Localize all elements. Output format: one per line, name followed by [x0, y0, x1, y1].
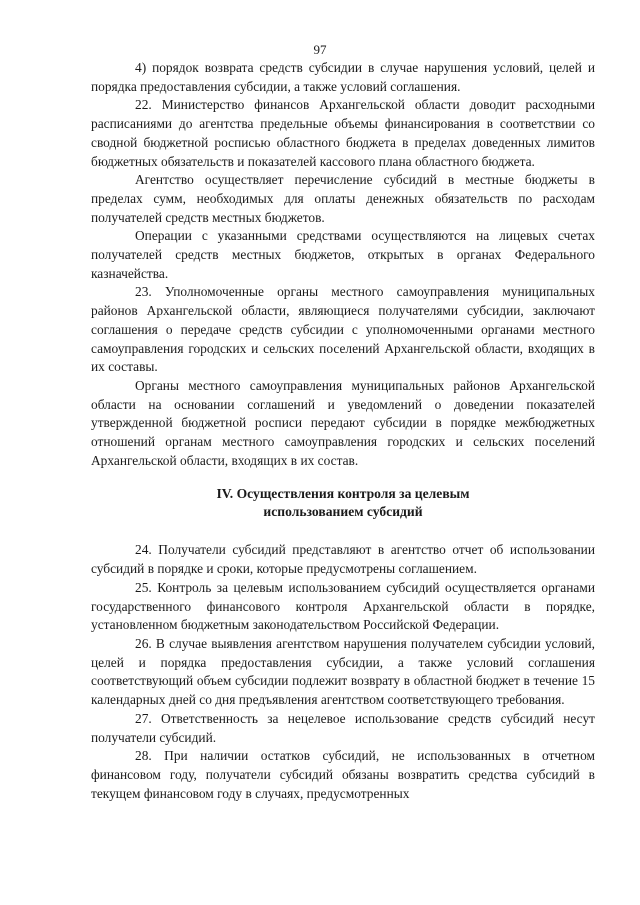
- paragraph-operations: Операции с указанными средствами осуществляются на лицевых счетах получателей средств местных бюджетов, открытых в органах Федерального казначейства.: [91, 228, 595, 281]
- page-number: 97: [313, 42, 327, 57]
- paragraph-28: 28. При наличии остатков субсидий, не использованных в отчетном финансовом году, получатели субсидий обязаны возвратить средства субсидий в текущем финансовом году в случаях, предусмотренных: [91, 748, 595, 801]
- paragraph-23: 23. Уполномоченные органы местного самоуправления муниципальных районов Архангельской области, являющиеся получателями субсидии, заключают соглашения о передаче средств субсидии с уполномоченными органами местного самоуправления городских и сельских поселений Архангельской области, входящих в их составы.: [91, 284, 595, 375]
- paragraph-27: 27. Ответственность за нецелевое использование средств субсидий несут получатели субсидий.: [91, 710, 595, 745]
- paragraph-agency-transfer: Агентство осуществляет перечисление субсидий в местные бюджеты в пределах сумм, необходимых для оплаты денежных обязательств по расходам получателей средств местных бюджетов.: [91, 172, 595, 225]
- section-heading: [91, 485, 595, 520]
- paragraph-25: 25. Контроль за целевым использованием субсидий осуществляется органами государственного финансового контроля Архангельской области в порядке, установленном бюджетным законодательством Российской Федерации.: [91, 579, 595, 633]
- paragraph-22: 22. Министерство финансов Архангельской области доводит расходными расписаниями до агентства предельные объемы финансирования в соответствии со сводной бюджетной росписью областного бюджета в пределах доведенных лимитов бюджетных обязательств и показателей кассового плана областного бюджета.: [91, 97, 595, 169]
- paragraph-item-4: 4) порядок возврата средств субсидии в случае нарушения условий, целей и порядка предоставления субсидии, а также условий соглашения.: [91, 60, 595, 94]
- paragraph-24: 24. Получатели субсидий представляют в агентство отчет об использовании субсидий в порядке и сроки, которые предусмотрены соглашением.: [91, 542, 595, 577]
- section-heading-line-2: использованием субсидий: [263, 503, 423, 519]
- paragraph-local-bodies: Органы местного самоуправления муниципальных районов Архангельской области на основании соглашений и уведомлений о доведении показателей утвержденной бюджетной росписи передают субсидии в порядке межбюджетных отношений органам местного самоуправления городских и сельских поселений Архангельской области, входящих в их состав.: [91, 377, 595, 468]
- document-body: [91, 59, 595, 803]
- section-heading-line-1: IV. Осуществления контроля за целевым: [216, 486, 470, 502]
- paragraph-26: 26. В случае выявления агентством нарушения получателем субсидии условий, целей и порядка предоставления субсидии, а также условий соглашения соответствующий объем субсидии подлежит возврату в областной бюджет в течение 15 календарных дней со дня предъявления агентством соответствующего требования.: [91, 635, 595, 708]
